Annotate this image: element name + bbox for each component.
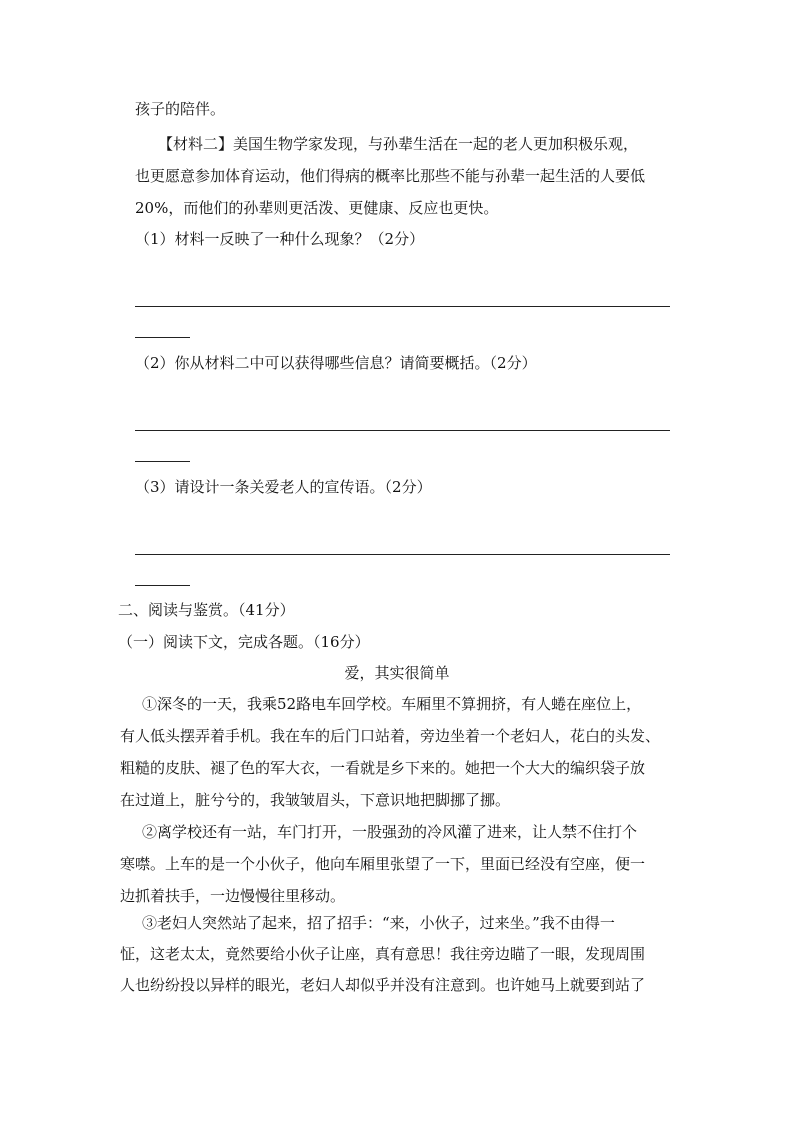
continuation-text: 孩子的陪伴。 [135, 100, 226, 118]
material2-line: 【材料二】美国生物学家发现，与孙辈生活在一起的老人更加积极乐观， [158, 135, 639, 153]
section-heading: 二、阅读与鉴赏。（41分） [118, 601, 295, 619]
paragraph-line: ①深冬的一天，我乘52路电车回学校。车厢里不算拥挤，有人蜷在座位上， [142, 695, 642, 713]
paragraph-line: 有人低头摆弄着手机。我在车的后门口站着，旁边坐着一个老妇人，花白的头发、 [120, 727, 661, 745]
paragraph-line: 边抓着扶手，一边慢慢往里移动。 [120, 887, 346, 905]
question-3: （3）请设计一条关爱老人的宣传语。（2分） [135, 478, 432, 496]
answer-line-3[interactable] [135, 554, 670, 555]
paragraph-line: 怔，这老太太，竟然要给小伙子让座，真有意思！我往旁边瞄了一眼，发现周围 [120, 945, 646, 963]
material2-line: 也更愿意参加体育运动，他们得病的概率比那些不能与孙辈一起生活的人要低 [135, 167, 646, 185]
question-1: （1）材料一反映了一种什么现象？（2分） [135, 230, 425, 248]
section-subheading: （一）阅读下文，完成各题。（16分） [118, 633, 370, 651]
answer-line-2-end[interactable] [135, 461, 190, 462]
paragraph-line: 粗糙的皮肤、褪了色的军大衣，一看就是乡下来的。她把一个大大的编织袋子放 [120, 759, 646, 777]
paragraph-line: 寒噤。上车的是一个小伙子，他向车厢里张望了一下，里面已经没有空座，便一 [120, 855, 646, 873]
answer-line-1[interactable] [135, 306, 670, 307]
paragraph-line: 在过道上，脏兮兮的，我皱皱眉头，下意识地把脚挪了挪。 [120, 791, 511, 809]
answer-line-3-end[interactable] [135, 585, 190, 586]
paragraph-line: ②离学校还有一站，车门打开，一股强劲的冷风灌了进来，让人禁不住打个 [142, 823, 638, 841]
answer-line-1-end[interactable] [135, 337, 190, 338]
paragraph-line: 人也纷纷投以异样的眼光，老妇人却似乎并没有注意到。也许她马上就要到站了 [120, 976, 646, 994]
question-2: （2）你从材料二中可以获得哪些信息？请简要概括。（2分） [135, 354, 537, 372]
answer-line-2[interactable] [135, 430, 670, 431]
material2-line: 20%，而他们的孙辈则更活泼、更健康、反应也更快。 [135, 199, 499, 217]
article-title: 爱，其实很简单 [344, 664, 450, 682]
paragraph-line: ③老妇人突然站了起来，招了招手：“来，小伙子，过来坐。”我不由得一 [142, 914, 615, 932]
